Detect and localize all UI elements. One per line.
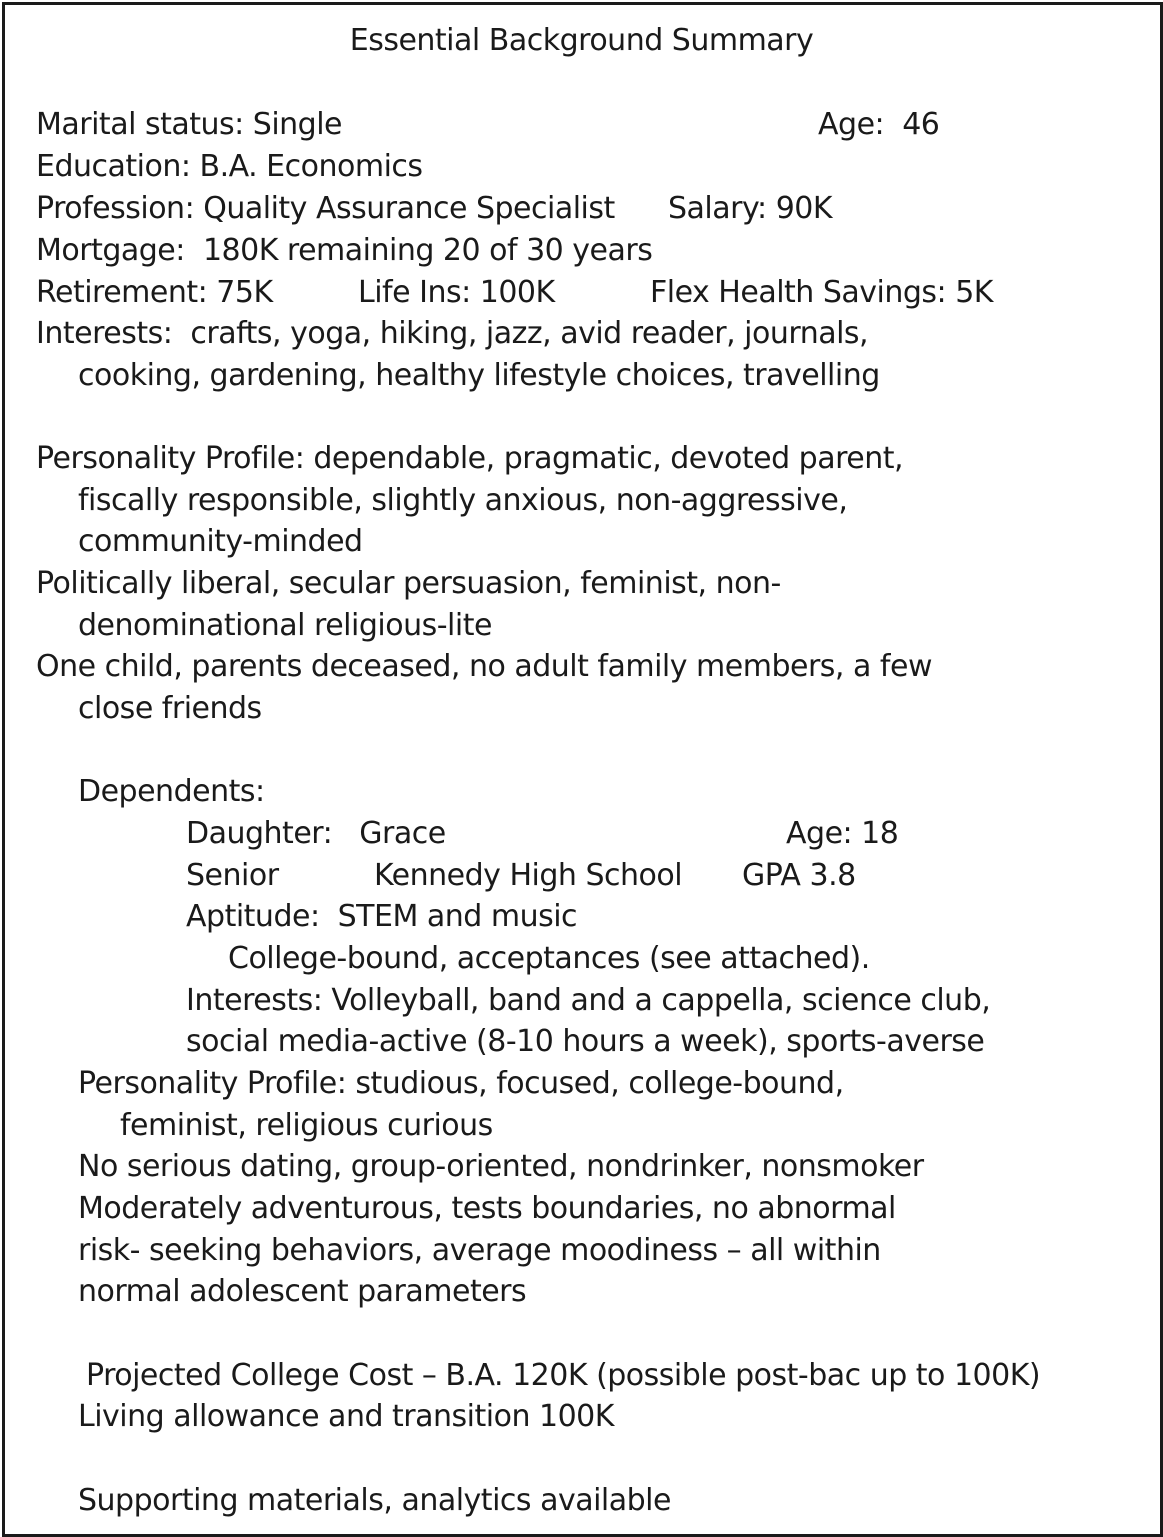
supporting-materials-note: Supporting materials, analytics available — [78, 1483, 671, 1518]
profession: Profession: Quality Assurance Specialist — [36, 191, 615, 226]
interests-line-1: Interests: crafts, yoga, hiking, jazz, avid reader, journals, — [36, 316, 869, 351]
projected-college-cost: Projected College Cost – B.A. 120K (possible post-bac up to 100K) — [86, 1358, 1041, 1393]
behavior-line-4: normal adolescent parameters — [78, 1274, 527, 1309]
document-title: Essential Background Summary — [349, 23, 814, 58]
personality-line-1: Personality Profile: dependable, pragmatic, devoted parent, — [36, 441, 904, 476]
daughter-interests-line-1: Interests: Volleyball, band and a cappella, science club, — [186, 983, 991, 1018]
school-name: Kennedy High School — [374, 858, 683, 893]
age: Age: 46 — [818, 107, 940, 142]
retirement: Retirement: 75K — [36, 275, 273, 310]
mortgage: Mortgage: 180K remaining 20 of 30 years — [36, 233, 653, 268]
personality-line-3: community-minded — [78, 524, 363, 559]
behavior-line-2: Moderately adventurous, tests boundaries, no abnormal — [78, 1191, 896, 1226]
flex-health-savings: Flex Health Savings: 5K — [650, 275, 993, 310]
daughter-interests-line-2: social media-active (8-10 hours a week), sports-averse — [186, 1024, 985, 1059]
living-allowance: Living allowance and transition 100K — [78, 1399, 614, 1434]
daughter-name: Daughter: Grace — [186, 816, 446, 851]
college-bound: College-bound, acceptances (see attached). — [228, 941, 870, 976]
politics-line-1: Politically liberal, secular persuasion, feminist, non- — [36, 566, 781, 601]
politics-line-2: denominational religious-lite — [78, 608, 492, 643]
interests-line-2: cooking, gardening, healthy lifestyle choices, travelling — [78, 358, 880, 393]
behavior-line-1: No serious dating, group-oriented, nondrinker, nonsmoker — [78, 1149, 924, 1184]
aptitude: Aptitude: STEM and music — [186, 899, 578, 934]
gpa: GPA 3.8 — [742, 858, 856, 893]
education: Education: B.A. Economics — [36, 149, 423, 184]
daughter-age: Age: 18 — [786, 816, 899, 851]
grade-level: Senior — [186, 858, 279, 893]
marital-status: Marital status: Single — [36, 107, 343, 142]
dependents-heading: Dependents: — [78, 774, 265, 809]
personality-line-2: fiscally responsible, slightly anxious, non-aggressive, — [78, 483, 848, 518]
family-line-2: close friends — [78, 691, 262, 726]
life-insurance: Life Ins: 100K — [358, 275, 555, 310]
daughter-personality-line-2: feminist, religious curious — [120, 1108, 493, 1143]
family-line-1: One child, parents deceased, no adult family members, a few — [36, 649, 932, 684]
behavior-line-3: risk- seeking behaviors, average moodiness – all within — [78, 1233, 881, 1268]
daughter-personality-line-1: Personality Profile: studious, focused, college-bound, — [78, 1066, 844, 1101]
salary: Salary: 90K — [668, 191, 833, 226]
